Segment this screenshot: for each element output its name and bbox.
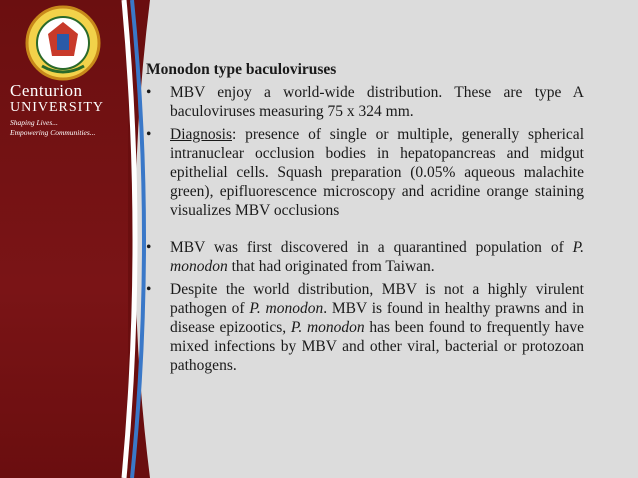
species-name: P. monodon (290, 319, 365, 336)
species-name: P. monodon (249, 300, 324, 317)
university-logo-icon (22, 4, 104, 82)
bullet-text: has been found to frequently have mixed infections by MBV and other viral, bacterial or protozoan pathogens. (170, 319, 584, 374)
bullet-text: MBV enjoy a world-wide distribution. These are type A baculoviruses measuring 75 x 324 mm. (170, 84, 584, 120)
brand-subname: UNIVERSITY (10, 100, 104, 115)
bullet-distribution (146, 83, 584, 121)
bullet-diagnosis (146, 125, 584, 220)
diagnosis-term: Diagnosis (170, 126, 232, 143)
bullet-text: MBV was first discovered in a quarantined population of (170, 239, 573, 256)
bullet-text: Despite the world distribution, MBV is not a highly virulent pathogen of (170, 281, 584, 317)
bullet-virulence (146, 280, 584, 375)
bullet-text: that had originated from Taiwan. (227, 258, 435, 275)
tagline-1: Shaping Lives... (10, 118, 58, 127)
bullet-list (146, 83, 584, 375)
species-name: P. monodon (170, 239, 584, 275)
brand-name: Centurion (10, 81, 83, 100)
bullet-text: : presence of single or multiple, generally spherical intranuclear occlusion bodies in hepatopancreas and midgut epithelial cells. Squash preparation (0.05% aqueous malachite green), epifluorescence microscopy and acridine orange staining visualizes MBV occlusions (170, 126, 584, 219)
slide-content (146, 60, 584, 379)
bullet-discovery (146, 238, 584, 276)
brand-block (10, 82, 128, 138)
tagline-2: Empowering Communities... (10, 128, 96, 137)
slide-heading: Monodon type baculoviruses (146, 61, 337, 78)
bullet-text: . MBV is found in healthy prawns and in disease epizootics, (170, 300, 584, 336)
